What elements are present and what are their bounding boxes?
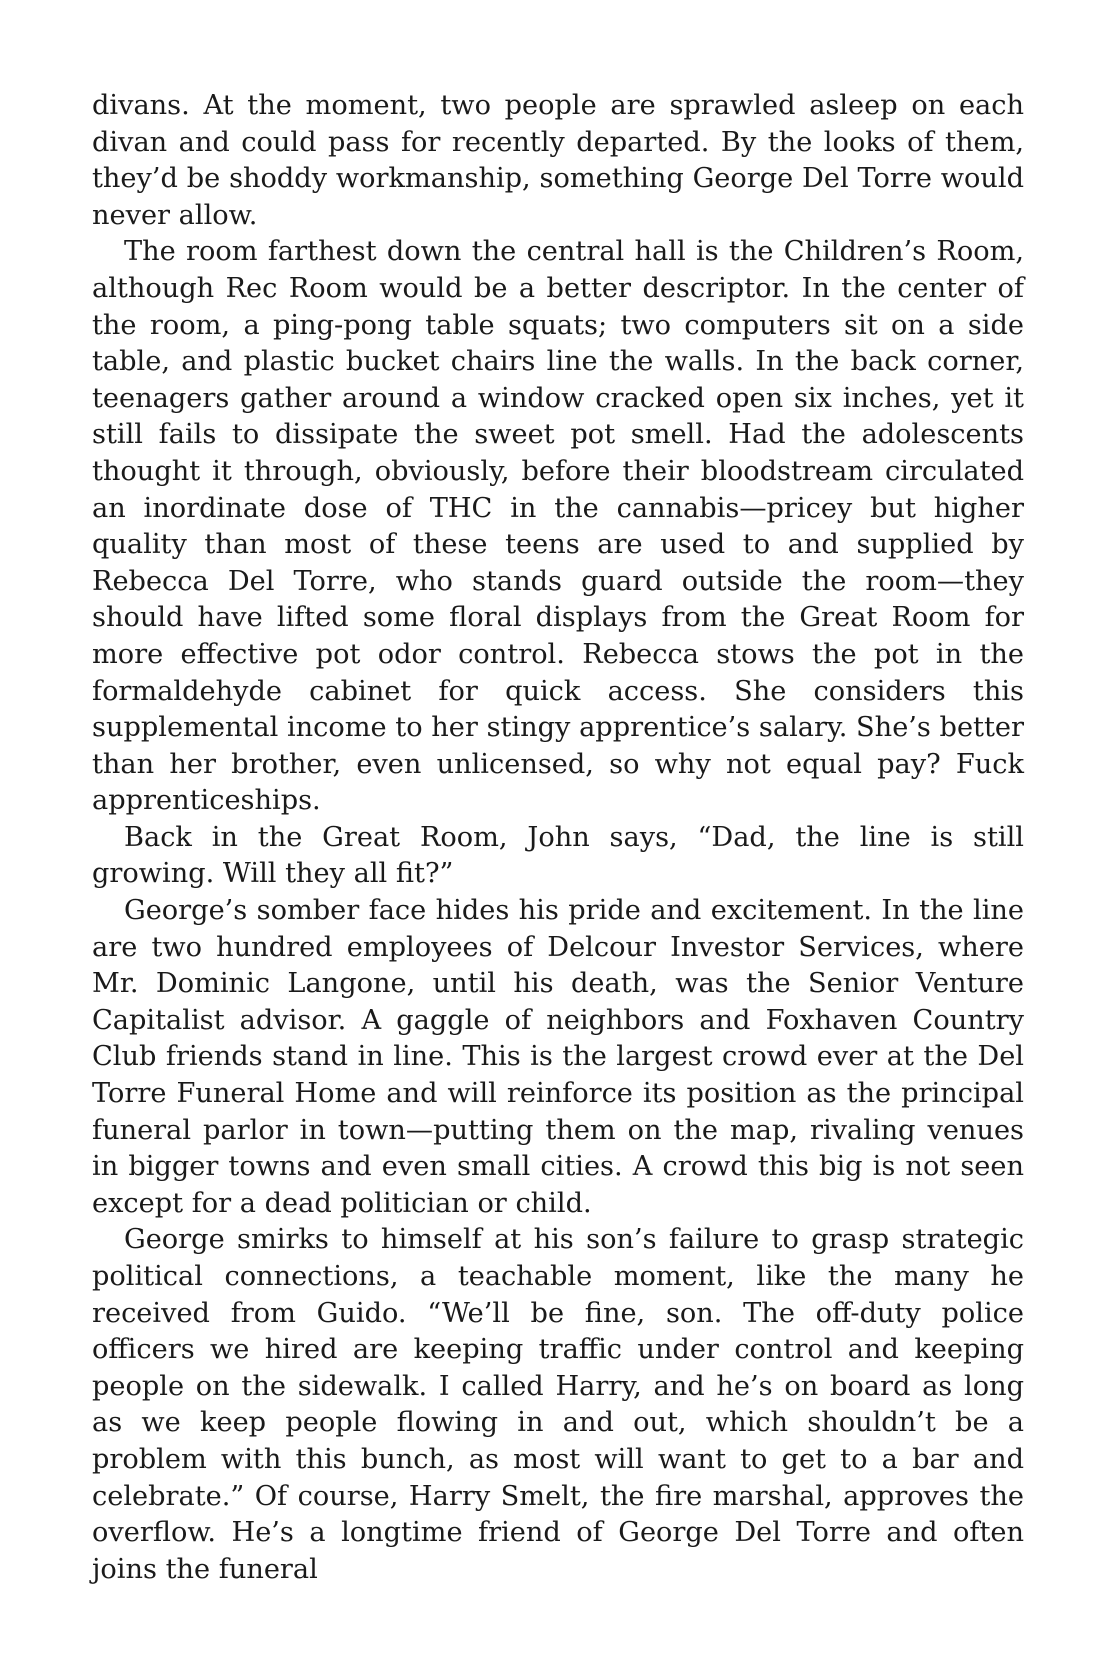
- paragraph-3: Back in the Great Room, John says, “Dad, the line is still growing. Will they all fit?”: [92, 821, 1024, 890]
- paragraph-1: divans. At the moment, two people are sprawled asleep on each divan and could pass for recently departed. By the looks of them, they’d be shoddy workmanship, something George Del Torre would never allow.: [92, 90, 1024, 231]
- paragraph-4: George’s somber face hides his pride and excitement. In the line are two hundred employees of Delcour Investor Services, where Mr. Dominic Langone, until his death, was the Senior Venture Capitalist advisor. A gaggle of neighbors and Foxhaven Country Club friends stand in line. This is the largest crowd ever at the Del Torre Funeral Home and will reinforce its position as the principal funeral parlor in town—putting them on the map, rivaling venues in bigger towns and even small cities. A crowd this big is not seen except for a dead politician or child.: [92, 895, 1024, 1219]
- page-body: [92, 88, 1024, 1588]
- paragraph-2: The room farthest down the central hall is the Children’s Room, although Rec Room would be a better descriptor. In the center of the room, a ping-pong table squats; two computers sit on a side table, and plastic bucket chairs line the walls. In the back corner, teenagers gather around a window cracked open six inches, yet it still fails to dissipate the sweet pot smell. Had the adolescents thought it through, obviously, before their bloodstream circulated an inordinate dose of THC in the cannabis—pricey but higher quality than most of these teens are used to and supplied by Rebecca Del Torre, who stands guard outside the room—they should have lifted some floral displays from the Great Room for more effective pot odor control. Rebecca stows the pot in the formaldehyde cabinet for quick access. She considers this supplemental income to her stingy apprentice’s salary. She’s better than her brother, even unlicensed, so why not equal pay? Fuck apprenticeships.: [92, 236, 1024, 817]
- paragraph-5: George smirks to himself at his son’s failure to grasp strategic political connections, a teachable moment, like the many he received from Guido. “We’ll be fine, son. The off-duty police officers we hired are keeping traffic under control and keeping people on the sidewalk. I called Harry, and he’s on board as long as we keep people flowing in and out, which shouldn’t be a problem with this bunch, as most will want to get to a bar and celebrate.” Of course, Harry Smelt, the fire marshal, approves the overflow. He’s a longtime friend of George Del Torre and often joins the funeral: [92, 1224, 1024, 1585]
